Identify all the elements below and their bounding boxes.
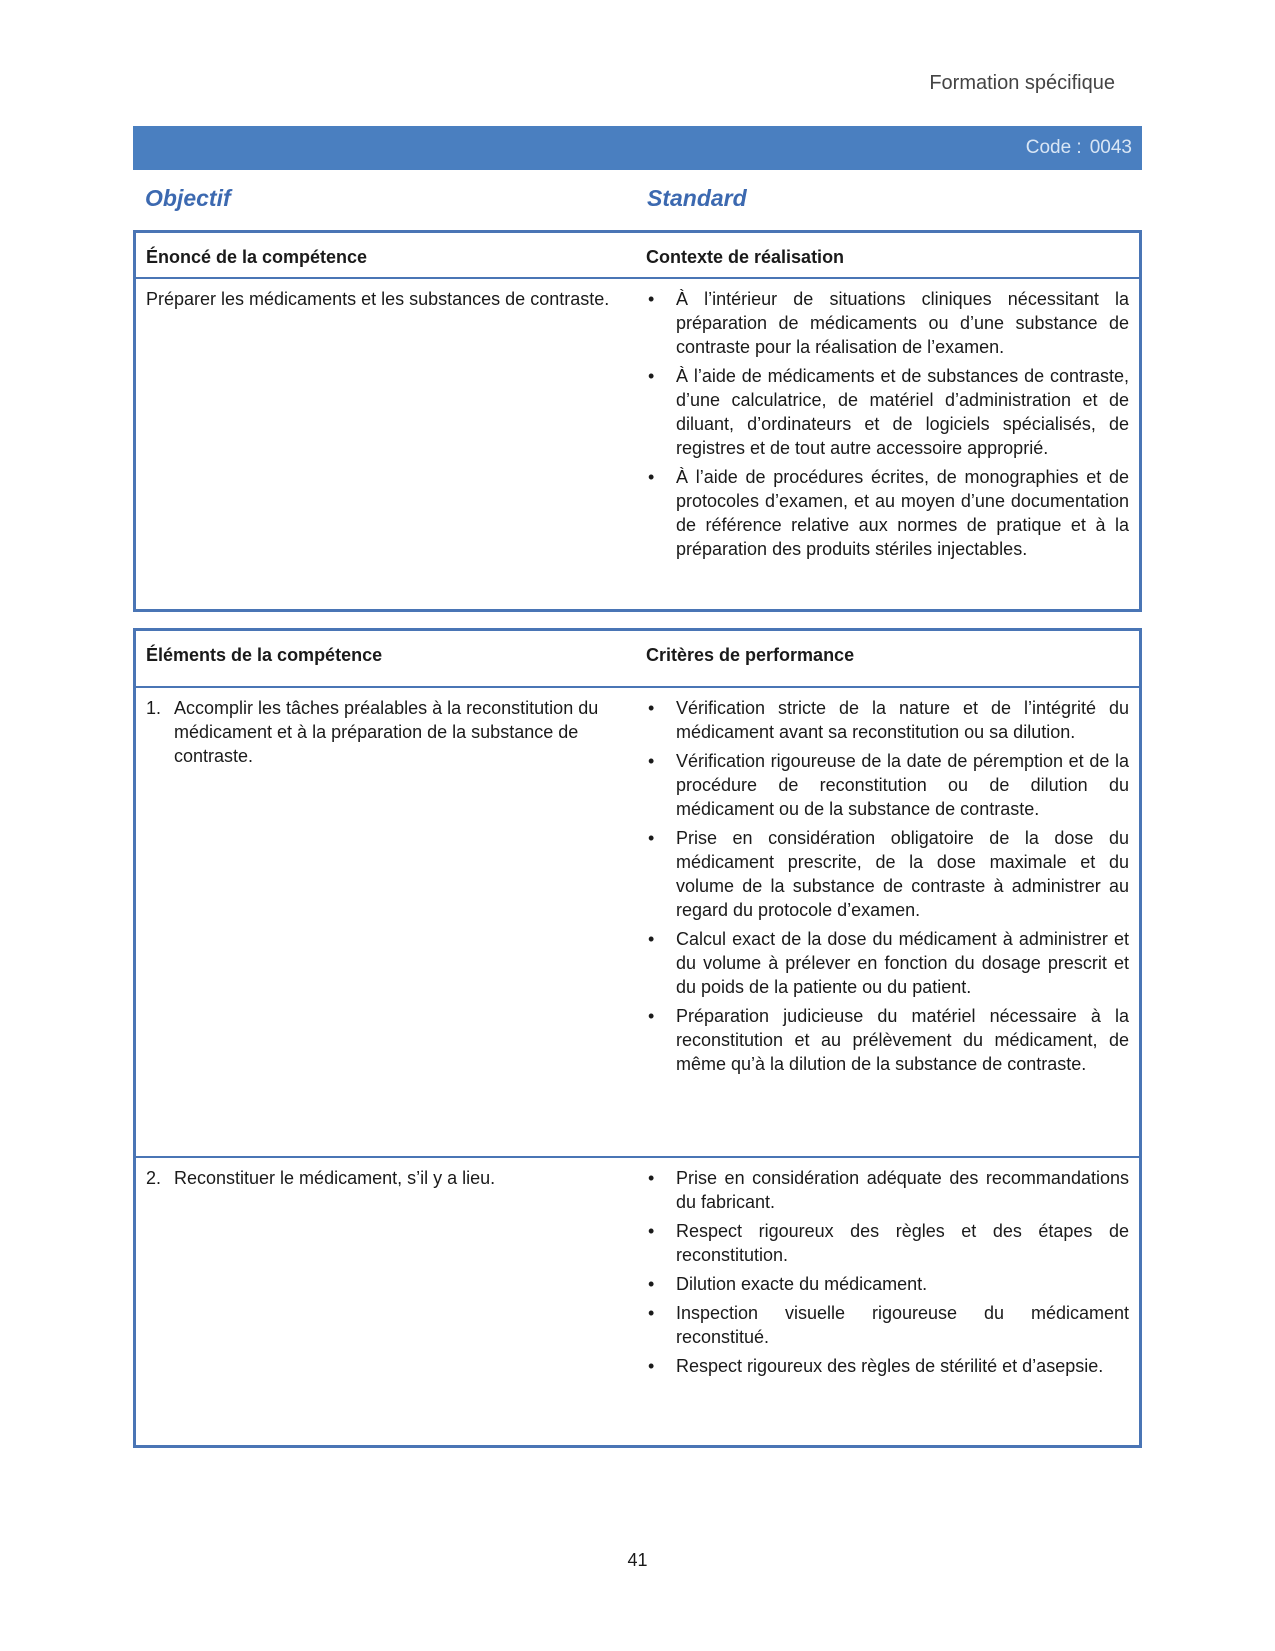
element-cell bbox=[135, 1157, 637, 1447]
section-titles bbox=[145, 185, 1140, 217]
standard-heading: Standard bbox=[647, 185, 747, 211]
competence-elements-table bbox=[133, 628, 1142, 1448]
criteria-list bbox=[646, 1166, 1129, 1378]
element-number: 2. bbox=[146, 1167, 162, 1188]
document-section-title: Formation spécifique bbox=[929, 72, 1115, 94]
code-label: Code : bbox=[1025, 137, 1082, 158]
list-item: • Inspection visuelle rigoureuse du médicament reconstitué. bbox=[646, 1301, 1129, 1349]
page-number: 41 bbox=[627, 1550, 648, 1570]
objectif-heading: Objectif bbox=[145, 185, 231, 211]
list-item: • Respect rigoureux des règles et des étapes de reconstitution. bbox=[646, 1219, 1129, 1267]
list-item: • Dilution exacte du médicament. bbox=[646, 1272, 1129, 1296]
list-item: • Prise en considération obligatoire de la dose du médicament prescrite, de la dose maximale et du volume de la substance de contraste à administrer au regard du protocole d’examen. bbox=[646, 826, 1129, 922]
context-cell bbox=[636, 278, 1141, 611]
element-cell bbox=[135, 687, 637, 1157]
element-text: Accomplir les tâches préalables à la reconstitution du médicament et à la préparation de la substance de contraste. bbox=[174, 697, 599, 766]
criteria-list bbox=[646, 696, 1129, 1076]
element-item bbox=[146, 1166, 626, 1190]
code-value: 0043 bbox=[1089, 137, 1132, 158]
list-item: • À l’aide de procédures écrites, de monographies et de protocoles d’examen, et au moyen d’une documentation de référence relative aux normes de pratique et à la préparation des produits stériles injectables. bbox=[646, 465, 1129, 561]
criteria-header: Critères de performance bbox=[636, 630, 1141, 687]
list-item: • Préparation judicieuse du matériel nécessaire à la reconstitution et au prélèvement du médicament, de même qu’à la dilution de la substance de contraste. bbox=[646, 1004, 1129, 1076]
list-item: • Prise en considération adéquate des recommandations du fabricant. bbox=[646, 1166, 1129, 1214]
competence-statement-table bbox=[133, 230, 1142, 612]
criteria-cell bbox=[636, 1157, 1141, 1447]
element-number: 1. bbox=[146, 697, 162, 718]
list-item: • Respect rigoureux des règles de stérilité et d’asepsie. bbox=[646, 1354, 1129, 1378]
list-item: • À l’intérieur de situations cliniques nécessitant la préparation de médicaments ou d’une substance de contraste pour la réalisation de l’examen. bbox=[646, 287, 1129, 359]
criteria-cell bbox=[636, 687, 1141, 1157]
code-bar bbox=[133, 126, 1142, 170]
list-item: • À l’aide de médicaments et de substances de contraste, d’une calculatrice, de matériel d’administration et de diluant, d’ordinateurs et de logiciels spécialisés, de registres et de tout autre accessoire approprié. bbox=[646, 364, 1129, 460]
list-item: • Vérification stricte de la nature et de l’intégrité du médicament avant sa reconstitution ou sa dilution. bbox=[646, 696, 1129, 744]
competence-statement: Préparer les médicaments et les substances de contraste. bbox=[146, 289, 610, 309]
list-item: • Vérification rigoureuse de la date de péremption et de la procédure de reconstitution ou de dilution du médicament ou de la substance de contraste. bbox=[646, 749, 1129, 821]
elements-header: Éléments de la compétence bbox=[135, 630, 637, 687]
context-header: Contexte de réalisation bbox=[636, 232, 1141, 279]
element-text: Reconstituer le médicament, s’il y a lieu. bbox=[174, 1167, 496, 1188]
context-list bbox=[646, 287, 1129, 561]
list-item: • Calcul exact de la dose du médicament à administrer et du volume à prélever en fonction du dosage prescrit et du poids de la patiente ou du patient. bbox=[646, 927, 1129, 999]
element-item bbox=[146, 696, 626, 768]
statement-header: Énoncé de la compétence bbox=[135, 232, 637, 279]
